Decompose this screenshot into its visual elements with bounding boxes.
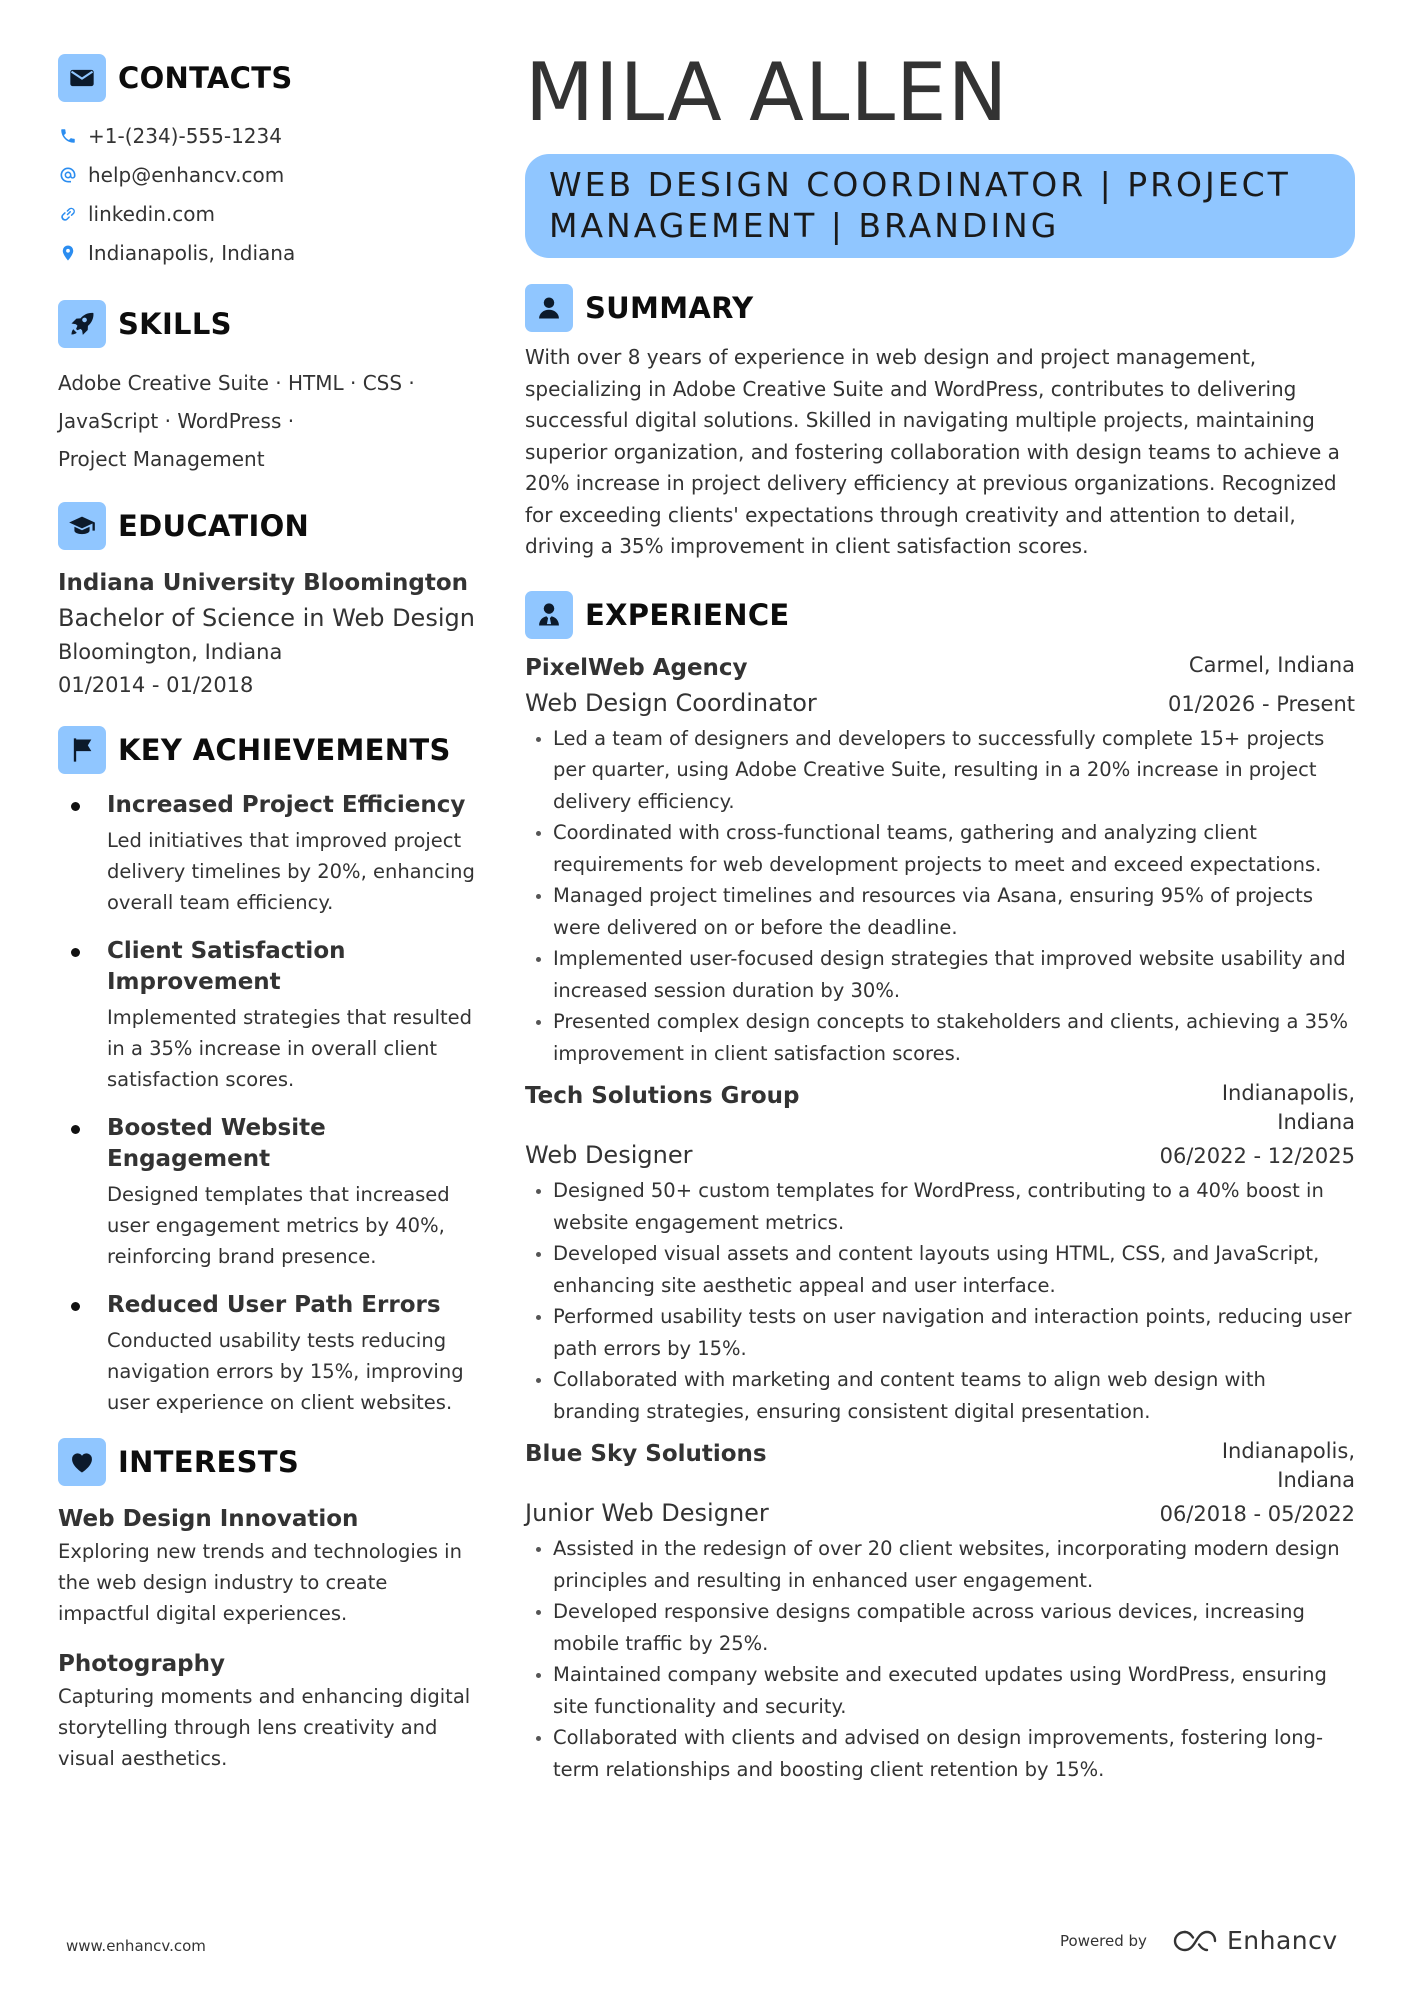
right-column xyxy=(525,48,1355,1785)
job-bullet: Coordinated with cross-functional teams, gathering and analyzing client requirements for web development projects to meet and exceed expectations. xyxy=(525,817,1355,880)
at-icon xyxy=(58,165,78,185)
achievement-desc: Designed templates that increased user engagement metrics by 40%, reinforcing brand presence. xyxy=(107,1183,450,1268)
link-icon xyxy=(58,204,78,224)
education-title: EDUCATION xyxy=(118,509,310,543)
bullet-dot xyxy=(71,1302,80,1311)
job-role: Web Designer xyxy=(525,1141,693,1169)
graduation-cap-icon xyxy=(58,502,106,550)
job-bullet: Maintained company website and executed updates using WordPress, ensuring site functionality and security. xyxy=(525,1659,1355,1722)
enhancv-logo-icon xyxy=(1173,1928,1219,1954)
map-pin-icon xyxy=(58,243,78,263)
job-bullet: Developed visual assets and content layouts using HTML, CSS, and JavaScript, enhancing site aesthetic appeal and user interface. xyxy=(525,1238,1355,1301)
rocket-icon xyxy=(58,300,106,348)
job-location: Indianapolis, Indiana xyxy=(1221,1081,1355,1134)
interests-header xyxy=(58,1436,478,1488)
achievements-header xyxy=(58,724,478,776)
achievement-desc: Implemented strategies that resulted in a 35% increase in overall client satisfaction scores. xyxy=(107,1006,473,1091)
job-bullet: Led a team of designers and developers to successfully complete 15+ projects per quarter, using Adobe Creative Suite, resulting in a 20% increase in project delivery efficiency. xyxy=(525,723,1355,818)
experience-title: EXPERIENCE xyxy=(585,597,790,632)
interest-title: Web Design Innovation xyxy=(58,1506,359,1532)
skills-line: JavaScript · WordPress · xyxy=(58,409,295,433)
bullet-dot xyxy=(71,948,80,957)
education-header xyxy=(58,500,478,552)
achievement-title: Boosted Website Engagement xyxy=(107,1115,326,1172)
summary-title: SUMMARY xyxy=(585,291,754,325)
brand-name: Enhancv xyxy=(1226,1926,1338,1955)
heart-icon xyxy=(58,1438,106,1486)
interests-title: INTERESTS xyxy=(118,1445,300,1479)
summary-text: With over 8 years of experience in web design and project management, specializing in Adobe Creative Suite and WordPress, contributes to delivering successful digital solutions. Skilled in navigating multiple projects, maintaining superior organization, and fostering collaboration with design teams to achieve a 20% increase in project delivery efficiency at previous organizations. Recognized for exceeding clients' expectations through creativity and attention to detail, driving a 35% improvement in client satisfaction scores. xyxy=(525,345,1340,558)
skills-title: SKILLS xyxy=(118,307,232,341)
flag-icon xyxy=(58,726,106,774)
job-bullet: Collaborated with marketing and content teams to align web design with branding strategies, ensuring consistent digital presentation. xyxy=(525,1364,1355,1427)
bullet-dot xyxy=(71,802,80,811)
footer-website-link[interactable]: www.enhancv.com xyxy=(66,1937,206,1955)
job-bullets xyxy=(525,1175,1355,1427)
skills-line: Project Management xyxy=(58,447,265,471)
job-bullet: Collaborated with clients and advised on design improvements, fostering long-term relationships and boosting client retention by 15%. xyxy=(525,1722,1355,1785)
education-university: Indiana University Bloomington xyxy=(58,570,469,596)
achievement-item xyxy=(58,936,478,1095)
headline-text: WEB DESIGN COORDINATOR | PROJECT MANAGEMENT | BRANDING xyxy=(549,165,1291,245)
achievement-desc: Conducted usability tests reducing navigation errors by 15%, improving user experience on client websites. xyxy=(107,1329,464,1414)
job-entry xyxy=(525,1079,1355,1427)
powered-by-label: Powered by xyxy=(1060,1931,1147,1950)
job-bullet: Designed 50+ custom templates for WordPress, contributing to a 40% boost in website engagement metrics. xyxy=(525,1175,1355,1238)
achievement-item xyxy=(58,790,478,918)
skills-line: Adobe Creative Suite · HTML · CSS · xyxy=(58,371,415,395)
achievement-title: Reduced User Path Errors xyxy=(107,1292,441,1318)
achievements-title: KEY ACHIEVEMENTS xyxy=(118,733,451,767)
contact-location-text: Indianapolis, Indiana xyxy=(88,240,296,265)
contact-email-text: help@enhancv.com xyxy=(88,162,285,187)
skills-list xyxy=(58,364,478,478)
experience-header xyxy=(525,589,1355,641)
job-dates: 06/2022 - 12/2025 xyxy=(1159,1144,1355,1168)
education-degree: Bachelor of Science in Web Design xyxy=(58,604,475,632)
contact-linkedin[interactable] xyxy=(58,194,478,233)
footer-branding[interactable] xyxy=(1060,1926,1338,1955)
job-bullet: Assisted in the redesign of over 20 client websites, incorporating modern design principles and resulting in enhanced user engagement. xyxy=(525,1533,1355,1596)
achievement-item xyxy=(58,1113,478,1272)
contact-email[interactable] xyxy=(58,155,478,194)
left-column xyxy=(58,52,478,1792)
job-dates: 06/2018 - 05/2022 xyxy=(1159,1502,1355,1526)
job-bullets xyxy=(525,723,1355,1070)
job-role: Web Design Coordinator xyxy=(525,688,817,717)
contact-location xyxy=(58,233,478,272)
job-bullet: Managed project timelines and resources via Asana, ensuring 95% of projects were delivered on or before the deadline. xyxy=(525,880,1355,943)
contacts-header xyxy=(58,52,478,104)
contacts-title: CONTACTS xyxy=(118,61,293,95)
education-dates: 01/2014 - 01/2018 xyxy=(58,673,254,697)
job-bullet: Developed responsive designs compatible across various devices, increasing mobile traffic by 25%. xyxy=(525,1596,1355,1659)
education-entry xyxy=(58,566,478,702)
job-company: Tech Solutions Group xyxy=(525,1083,800,1109)
job-location: Indianapolis, Indiana xyxy=(1221,1439,1355,1492)
headline-banner xyxy=(525,154,1355,258)
user-tie-icon xyxy=(525,591,573,639)
achievement-title: Client Satisfaction Improvement xyxy=(107,938,346,995)
contact-phone[interactable] xyxy=(58,116,478,155)
education-location: Bloomington, Indiana xyxy=(58,640,283,664)
job-dates: 01/2026 - Present xyxy=(1168,691,1355,716)
contact-linkedin-text: linkedin.com xyxy=(88,201,215,226)
job-entry xyxy=(525,651,1355,1070)
achievement-desc: Led initiatives that improved project delivery timelines by 20%, enhancing overall team efficiency. xyxy=(107,829,475,914)
job-company: PixelWeb Agency xyxy=(525,654,748,681)
job-company: Blue Sky Solutions xyxy=(525,1441,767,1467)
summary-section xyxy=(525,282,1355,563)
job-bullets xyxy=(525,1533,1355,1785)
user-icon xyxy=(525,284,573,332)
achievements-list xyxy=(58,790,478,1418)
interest-desc: Exploring new trends and technologies in the web design industry to create impactful digital experiences. xyxy=(58,1540,462,1625)
contact-phone-text: +1-(234)-555-1234 xyxy=(88,123,282,148)
job-bullet: Performed usability tests on user navigation and interaction points, reducing user path errors by 15%. xyxy=(525,1301,1355,1364)
interest-title: Photography xyxy=(58,1651,225,1677)
candidate-name: MILA ALLEN xyxy=(525,46,1009,139)
job-location: Carmel, Indiana xyxy=(1188,652,1355,677)
phone-icon xyxy=(58,126,78,146)
job-bullet: Implemented user-focused design strategies that improved website usability and increased session duration by 30%. xyxy=(525,943,1355,1006)
skills-header xyxy=(58,298,478,350)
interest-desc: Capturing moments and enhancing digital storytelling through lens creativity and visual aesthetics. xyxy=(58,1685,471,1770)
bullet-dot xyxy=(71,1125,80,1134)
job-bullet: Presented complex design concepts to stakeholders and clients, achieving a 35% improvement in client satisfaction scores. xyxy=(525,1006,1355,1069)
achievement-item xyxy=(58,1290,478,1418)
achievement-title: Increased Project Efficiency xyxy=(107,792,466,818)
summary-header xyxy=(525,282,1355,334)
interests-list xyxy=(58,1502,478,1774)
envelope-icon xyxy=(58,54,106,102)
job-role: Junior Web Designer xyxy=(525,1499,769,1527)
job-entry xyxy=(525,1437,1355,1785)
experience-section xyxy=(525,589,1355,1786)
